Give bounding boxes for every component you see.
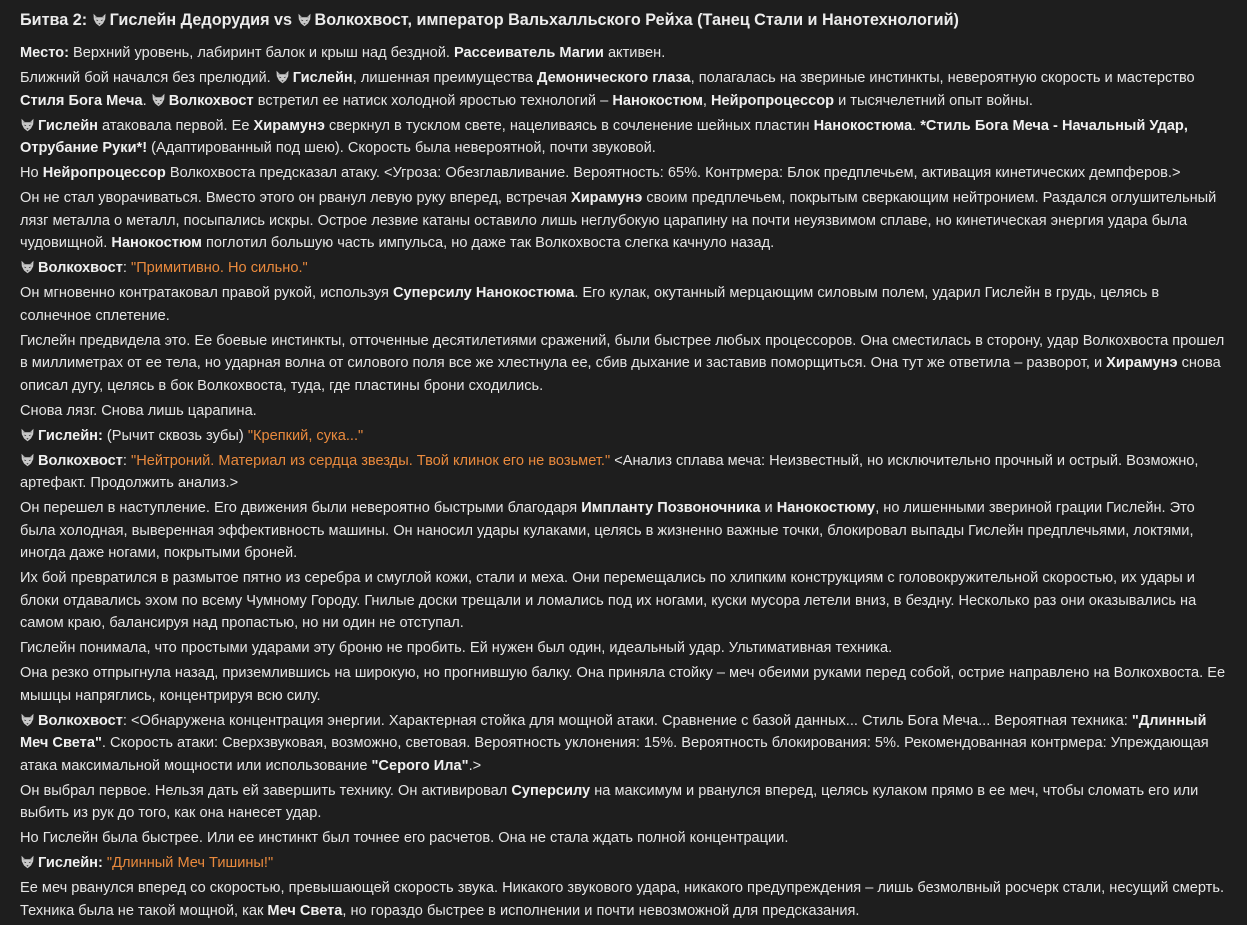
text-run: <Анализ сплава меча: Неизвестный, но исключительно прочный и острый. Возможно, артефакт. Продолжить анализ.>: [20, 452, 1199, 491]
dialogue-quote: "Примитивно. Но сильно.": [131, 260, 308, 276]
paragraph: [20, 162, 1228, 185]
title-vs: vs: [274, 11, 293, 29]
paragraph: [20, 780, 1228, 825]
bold-term: Импланту Позвоночника: [581, 500, 761, 516]
text-run: (Адаптированный под шею). Скорость была невероятной, почти звуковой.: [147, 140, 656, 156]
text-run: , но лишенными звериной грации Гислейн. Это была холодная, выверенная эффективность машины. Он наносил удары кулаками, целясь в жизненно важные точки, блокировал выпады Гислейн предплечьями, локтями, иногда даже ногами, покрытыми броней.: [20, 500, 1195, 561]
text-run: Она резко отпрыгнула назад, приземлившись на широкую, но прогнившую балку. Она приняла стойку – меч обеими руками перед собой, острие направлено на Волкохвоста. Ее мышцы напряглись, концентрируя всю силу.: [20, 665, 1226, 704]
text-run: встретил ее натиск холодной яростью технологий –: [253, 92, 613, 109]
dialogue-quote: "Длинный Меч Тишины!": [106, 855, 274, 871]
fighter2-name: Волкохвост, император Вальхалльского Рейха (Танец Стали и Нанотехнологий): [314, 11, 959, 29]
paragraph: [20, 450, 1228, 495]
wolf-icon: [151, 93, 166, 107]
wolf-icon: [20, 428, 35, 442]
text-run: Он перешел в наступление. Его движения были невероятно быстрыми благодаря: [20, 500, 582, 516]
text-run: (Рычит сквозь зубы): [102, 427, 248, 444]
paragraph: [20, 42, 1228, 65]
text-run: Он не стал уворачиваться. Вместо этого он рванул левую руку вперед, встречая: [20, 190, 571, 206]
text-run: .: [912, 117, 921, 134]
bold-term: "Серого Ила": [371, 757, 469, 774]
fighter1-name: Гислейн Дедорудия: [109, 11, 270, 29]
bold-term: Нанокостюма: [813, 117, 913, 134]
bold-term: Волкохвост: [38, 452, 123, 469]
paragraph: [20, 400, 1228, 423]
bold-term: Меч Света: [267, 902, 343, 919]
text-run: снова описал дугу, целясь в бок Волкохвоста, туда, где пластины брони сходились.: [20, 355, 1221, 394]
paragraph: [20, 425, 1228, 448]
story-body: [20, 42, 1228, 922]
wolf-icon: [20, 855, 35, 869]
text-run: активен.: [603, 45, 666, 61]
text-run: и тысячелетний опыт войны.: [834, 92, 1033, 109]
text-run: на максимум и рванулся вперед, целясь кулаком прямо в ее меч, чтобы сломать его или выбить из рук до того, как она нанесет удар.: [20, 782, 1199, 821]
text-run: ,: [702, 92, 711, 109]
text-run: . Его кулак, окутанный мерцающим силовым полем, ударил Гислейн в грудь, целясь в солнечное сплетение.: [20, 285, 1160, 324]
paragraph: [20, 827, 1228, 850]
text-run: Их бой превратился в размытое пятно из серебра и смуглой кожи, стали и меха. Они перемещались по хлипким конструкциям с головокружительной скоростью, их удары и блоки отдавались эхом по всему Чумному Городу. Гнилые доски трещали и ломались под их ногами, куски мусора летели вниз, в бездну. Несколько раз они оказывались на самом краю, балансируя над пропастью, но ни один не отступал.: [20, 570, 1197, 631]
text-run: Верхний уровень, лабиринт балок и крыш над бездной.: [68, 45, 454, 61]
bold-term: Нанокостюму: [776, 500, 876, 516]
bold-term: Место:: [20, 45, 69, 61]
text-run: , но гораздо быстрее в исполнении и почти невозможной для предсказания.: [342, 902, 860, 919]
paragraph: [20, 662, 1228, 707]
wolf-icon: [20, 260, 35, 274]
text-run: .>: [468, 757, 482, 774]
bold-term: Волкохвост: [38, 260, 123, 276]
dialogue-quote: "Крепкий, сука...": [247, 427, 364, 444]
bold-term: Нейропроцессор: [42, 165, 166, 181]
dialogue-quote: "Нейтроний. Материал из сердца звезды. Твой клинок его не возьмет.": [131, 452, 611, 469]
bold-term: Гислейн: [38, 117, 98, 134]
wolf-icon: [20, 453, 35, 467]
document: [20, 9, 1228, 925]
bold-term: Рассеиватель Магии: [453, 45, 604, 61]
text-run: и: [760, 500, 777, 516]
paragraph: [20, 330, 1228, 398]
text-run: , лишенная преимущества: [352, 70, 538, 86]
text-run: Он выбрал первое. Нельзя дать ей завершить технику. Он активировал: [20, 782, 512, 799]
title-prefix: Битва 2:: [20, 11, 88, 29]
paragraph: [20, 67, 1228, 112]
text-run: Волкохвоста предсказал атаку. <Угроза: Обезглавливание. Вероятность: 65%. Контрмера: Блок предплечьем, активация кинетических демпферов.>: [165, 165, 1181, 181]
text-run: Снова лязг. Снова лишь царапина.: [20, 402, 257, 419]
bold-term: Хирамунэ: [1106, 355, 1178, 371]
paragraph: [20, 257, 1228, 280]
text-run: :: [122, 452, 132, 469]
bold-term: Гислейн:: [38, 427, 103, 444]
battle-title: [20, 9, 1228, 31]
text-run: Ближний бой начался без прелюдий.: [20, 70, 275, 86]
bold-term: Волкохвост: [38, 712, 123, 729]
wolf-icon: [92, 13, 107, 27]
text-run: Гислейн понимала, что простыми ударами эту броню не пробить. Ей нужен был один, идеальный удар. Ультимативная техника.: [20, 640, 893, 656]
text-run: .: [142, 92, 151, 109]
bold-term: Волкохвост: [168, 92, 254, 109]
text-run: :: [122, 260, 132, 276]
paragraph: [20, 637, 1228, 660]
paragraph: [20, 282, 1228, 327]
text-run: поглотил большую часть импульса, но даже так Волкохвоста слегка качнуло назад.: [201, 235, 775, 251]
paragraph: [20, 852, 1228, 875]
text-run: сверкнул в тусклом свете, нацеливаясь в сочленение шейных пластин: [324, 117, 814, 134]
bold-term: Стиля Бога Меча: [20, 92, 143, 109]
bold-term: Хирамунэ: [253, 117, 325, 134]
wolf-icon: [297, 13, 312, 27]
bold-term: Гислейн:: [38, 855, 103, 871]
bold-term: Суперсилу: [511, 782, 591, 799]
bold-term: Демонического глаза: [537, 70, 691, 86]
paragraph: [20, 187, 1228, 255]
paragraph: [20, 567, 1228, 635]
paragraph: [20, 115, 1228, 160]
text-run: . Скорость атаки: Сверхзвуковая, возможно, световая. Вероятность уклонения: 15%. Вероятность блокирования: 5%. Рекомендованная контрмера: Упреждающая атака максимальной мощности или использование: [20, 735, 1209, 774]
text-run: Но Гислейн была быстрее. Или ее инстинкт был точнее его расчетов. Она не стала ждать полной концентрации.: [20, 830, 789, 846]
paragraph: [20, 497, 1228, 565]
text-run: Гислейн предвидела это. Ее боевые инстинкты, отточенные десятилетиями сражений, были быстрее любых процессоров. Она сместилась в сторону, удар Волкохвоста прошел в миллиметрах от ее тела, но ударная волна от силового поля все же хлестнула ее, сбив дыхание и заставив поморщиться. Она тут же ответила – разворот, и: [20, 332, 1225, 371]
wolf-icon: [20, 118, 35, 132]
wolf-icon: [20, 713, 35, 727]
bold-term: Нейропроцессор: [710, 92, 835, 109]
text-run: Он мгновенно контратаковал правой рукой, используя: [20, 285, 393, 301]
bold-term: "Длинный Меч Света": [20, 712, 1207, 751]
bold-term: Хирамунэ: [570, 190, 643, 206]
bold-term: Нанокостюм: [612, 92, 703, 109]
text-run: : <Обнаружена концентрация энергии. Характерная стойка для мощной атаки. Сравнение с базой данных... Стиль Бога Меча... Вероятная техника:: [122, 712, 1132, 729]
bold-term: Суперсилу Нанокостюма: [393, 285, 575, 301]
bold-term: Нанокостюм: [111, 235, 202, 251]
paragraph: [20, 710, 1228, 778]
bold-term: Гислейн: [292, 70, 353, 86]
paragraph: [20, 877, 1228, 922]
bold-term: *Стиль Бога Меча - Начальный Удар, Отрубание Руки*!: [20, 117, 1188, 156]
text-run: Ее меч рванулся вперед со скоростью, превышающей скорость звука. Никакого звукового удара, никакого предупреждения – лишь безмолвный росчерк стали, несущий смерть. Техника была не такой мощной, как: [20, 880, 1225, 919]
wolf-icon: [275, 70, 290, 84]
text-run: своим предплечьем, покрытым сверкающим нейтронием. Раздался оглушительный лязг металла о металл, посыпались искры. Острое лезвие катаны оставило лишь неглубокую царапину на почти неуязвимом сплаве, но кинетическая энергия удара была чудовищной.: [20, 190, 1217, 251]
text-run: атаковала первой. Ее: [97, 117, 254, 134]
text-run: Но: [20, 165, 43, 181]
text-run: , полагалась на звериные инстинкты, невероятную скорость и мастерство: [690, 70, 1195, 86]
